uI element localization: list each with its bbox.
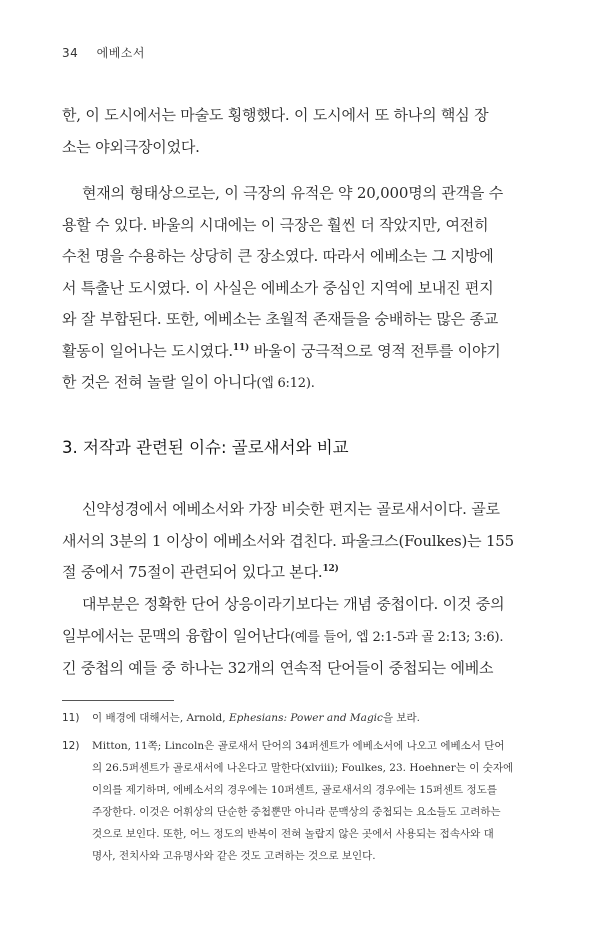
footnote-label: 11) — [62, 712, 80, 724]
text-line: 와 잘 부합된다. 또한, 에베소는 초월적 존재들을 숭배하는 많은 종교 — [62, 310, 499, 328]
page-number: 34 — [62, 46, 79, 60]
footnote-text — [92, 707, 510, 729]
text-fragment: 을 보라. — [382, 712, 421, 724]
footnote-line: 이의를 제기하며, 에베소서의 경우에는 10퍼센트, 골로새서의 경우에는 15퍼센트 정도를 — [92, 784, 497, 796]
footnote-divider — [62, 700, 174, 701]
text-fragment: 바울이 궁극적으로 영적 전투를 이야기 — [249, 341, 501, 360]
text-line-with-footnote — [62, 336, 508, 368]
footnote-12 — [62, 735, 514, 867]
text-line-with-footnote — [62, 557, 508, 589]
paragraph-4 — [62, 589, 508, 685]
footnote-marker-11[interactable]: 11) — [232, 342, 250, 353]
text-line: 소는 야외극장이었다. — [62, 137, 200, 156]
section-heading: 3. 저작과 관련된 이슈: 골로새서와 비교 — [62, 438, 349, 457]
text-fragment: 일부에서는 문맥의 융합이 일어난다 — [62, 626, 291, 645]
text-line: 대부분은 정확한 단어 상응이라기보다는 개념 중첩이다. 이것 중의 — [82, 595, 505, 613]
text-line: 서 특출난 도시였다. 이 사실은 에베소가 중심인 지역에 보내진 편지 — [62, 278, 494, 297]
footnote-text — [92, 735, 514, 867]
text-line: 신약성경에서 에베소서와 가장 비슷한 편지는 골로새서이다. 골로 — [82, 500, 500, 518]
running-header — [62, 44, 145, 61]
footnote-line: 의 26.5퍼센트가 골로새서에 나온다고 말한다(xlviii); Foulkes, 23. Hoehner는 이 숫자에 — [92, 762, 514, 774]
footnote-line: 명사, 전치사와 고유명사와 같은 것도 고려하는 것으로 보인다. — [92, 850, 376, 862]
text-line: 긴 중첩의 예들 중 하나는 32개의 연속적 단어들이 중첩되는 에베소 — [62, 659, 494, 677]
scripture-reference: (예를 들어, 엡 2:1-5과 골 2:13; 3:6). — [290, 629, 504, 645]
paragraph-3 — [62, 494, 514, 589]
running-title: 에베소서 — [96, 46, 145, 60]
text-line: 수천 명을 수용하는 상당히 큰 장소였다. 따라서 에베소는 그 지방에 — [62, 247, 494, 265]
paragraph-1 — [62, 100, 508, 163]
text-fragment: 활동이 일어나는 도시였다. — [62, 341, 233, 360]
paragraph-2 — [62, 178, 508, 400]
text-line — [62, 367, 508, 400]
text-fragment: 한 것은 전혀 놀랄 일이 아니다 — [62, 373, 257, 391]
footnote-line: Mitton, 11쪽; Lincoln은 골로새서 단어의 34퍼센트가 에베소서에 나오고 에베소서 단어 — [92, 740, 505, 752]
footnote-line: 것으로 보인다. 또한, 어느 정도의 반복이 전혀 놀랍지 않은 곳에서 사용되는 접속사와 대 — [92, 828, 494, 840]
text-line: 한, 이 도시에서는 마술도 횡행했다. 이 도시에서 또 하나의 핵심 장 — [62, 106, 489, 124]
text-fragment: 절 중에서 75절이 관련되어 있다고 본다. — [62, 563, 323, 581]
text-fragment: 이 배경에 대해서는, Arnold, — [92, 712, 229, 724]
footnote-11 — [62, 707, 510, 729]
text-line — [62, 621, 508, 654]
footnote-label: 12) — [62, 740, 80, 752]
text-line: 현재의 형태상으로는, 이 극장의 유적은 약 20,000명의 관객을 수 — [82, 184, 504, 202]
scripture-reference: (엡 6:12). — [256, 376, 315, 391]
footnote-line: 주장한다. 이것은 어휘상의 단순한 중첩뿐만 아니라 문맥상의 중첩되는 요소들도 고려하는 — [92, 806, 501, 818]
text-line: 새서의 3분의 1 이상이 에베소서와 겹친다. 파울크스(Foulkes)는 155 — [62, 531, 514, 550]
book-title: Ephesians: Power and Magic — [228, 712, 383, 724]
text-line: 용할 수 있다. 바울의 시대에는 이 극장은 훨씬 더 작았지만, 여전히 — [62, 215, 489, 234]
footnote-marker-12[interactable]: 12) — [322, 564, 339, 574]
